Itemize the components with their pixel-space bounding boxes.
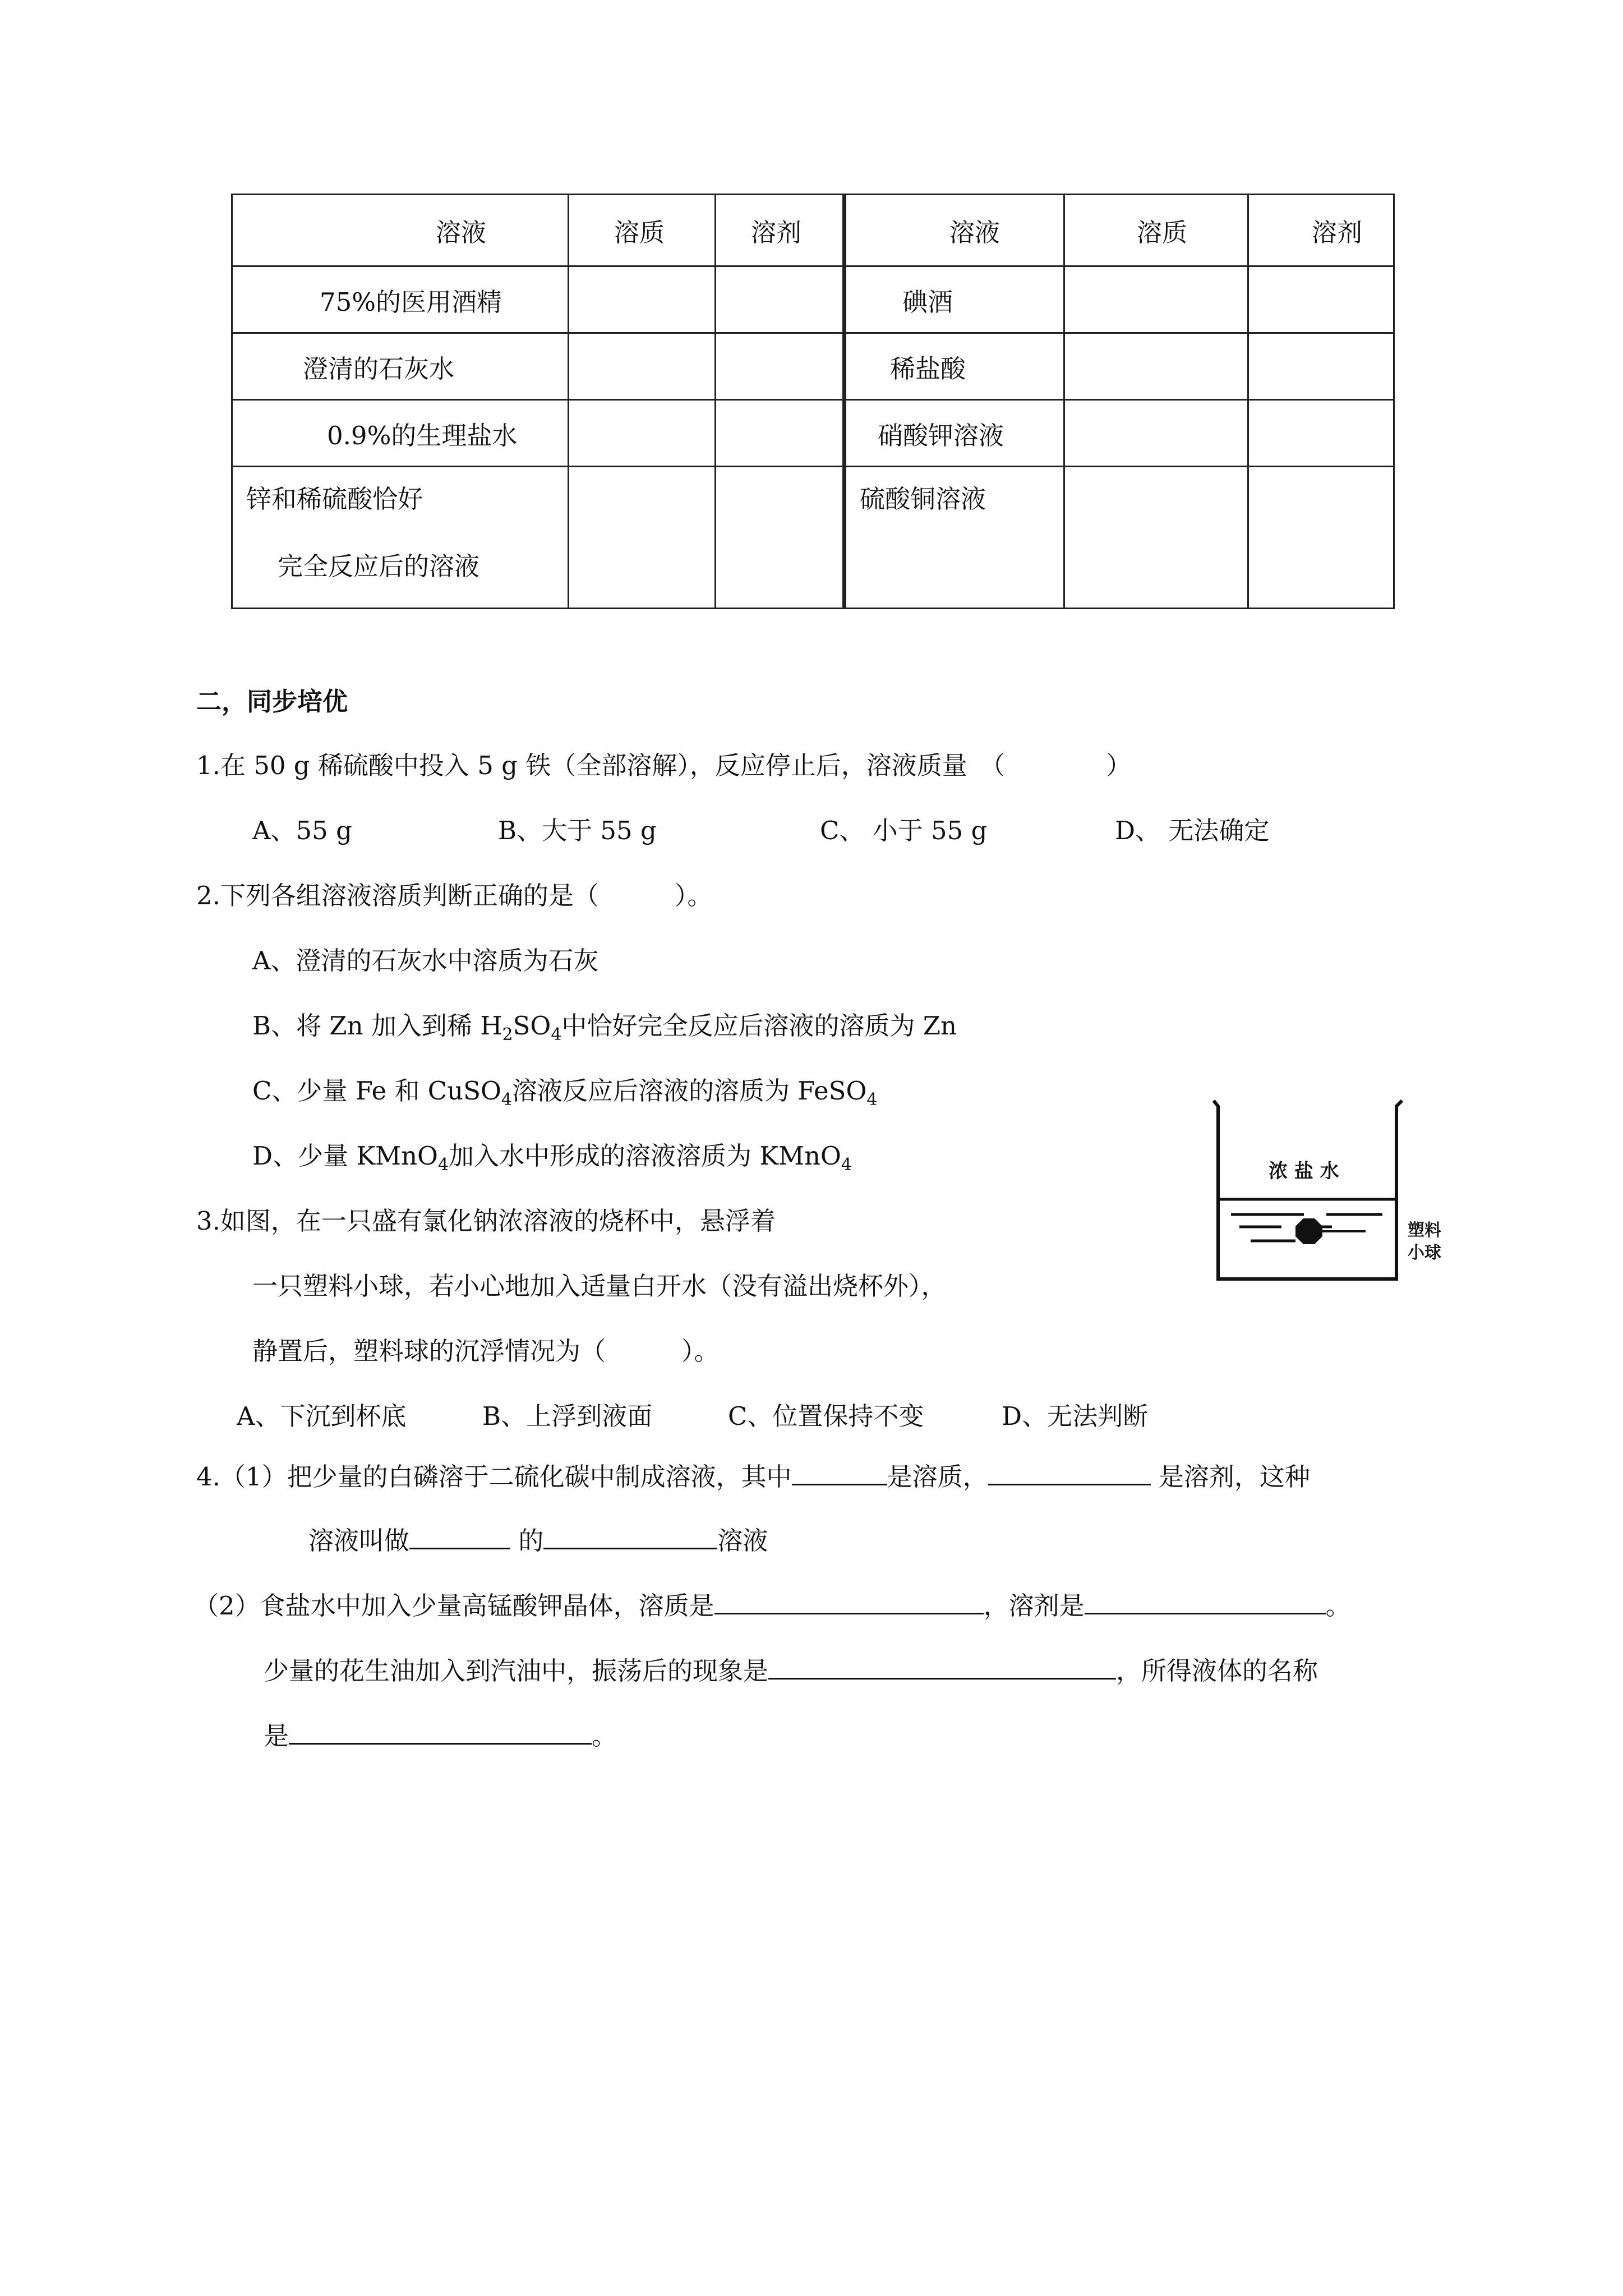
q2-c-text: 溶液反应后溶液的溶质为 FeSO — [511, 1076, 867, 1106]
q3-line2: 一只塑料小球，若小心地加入适量白开水（没有溢出烧杯外）， — [252, 1271, 947, 1301]
answer-cell[interactable] — [569, 400, 716, 467]
table-row — [232, 266, 1394, 333]
q3-option-c[interactable]: C、位置保持不变 — [728, 1401, 924, 1431]
q1-option-c[interactable]: C、 小于 55 g — [820, 816, 988, 845]
answer-cell[interactable] — [1064, 467, 1248, 609]
row2-right-solution: 稀盐酸 — [890, 353, 966, 384]
section-title: 二，同步培优 — [196, 687, 348, 716]
q4-text: 溶液 — [717, 1526, 768, 1556]
ball-label-line2: 小球 — [1408, 1243, 1441, 1263]
q4-part1-line1 — [196, 1461, 1310, 1493]
plastic-ball — [1295, 1218, 1322, 1244]
row3-right-solution: 硝酸钾溶液 — [878, 420, 1004, 450]
q4-text: 是 — [264, 1721, 289, 1751]
q4-part2-line3 — [264, 1720, 617, 1752]
answer-cell[interactable] — [716, 266, 845, 333]
q4-text: 是溶剂，这种 — [1158, 1462, 1310, 1492]
answer-cell[interactable] — [716, 400, 845, 467]
q4-text: 是溶质， — [887, 1462, 988, 1492]
answer-blank[interactable] — [714, 1590, 984, 1614]
table-row — [232, 467, 1394, 609]
answer-blank[interactable] — [289, 1720, 592, 1745]
subscript: 4 — [437, 1155, 449, 1175]
q3-option-d[interactable]: D、无法判断 — [1002, 1401, 1149, 1431]
row3-left-solution: 0.9%的生理盐水 — [327, 420, 518, 450]
ball-label-line1: 塑料 — [1408, 1221, 1441, 1240]
q2-option-b[interactable] — [252, 1010, 957, 1051]
q2-option-c[interactable] — [252, 1075, 877, 1116]
q4-text: 4.（1）把少量的白磷溶于二硫化碳中制成溶液，其中 — [196, 1462, 792, 1492]
answer-cell[interactable] — [569, 467, 716, 609]
row1-right-solution: 碘酒 — [902, 287, 953, 317]
q4-text: （2）食盐水中加入少量高锰酸钾晶体，溶质是 — [193, 1591, 714, 1621]
q4-text: ，所得液体的名称 — [1116, 1656, 1318, 1686]
header-solvent-2: 溶剂 — [1312, 218, 1363, 247]
beaker-drawing — [1206, 1094, 1520, 1296]
answer-cell[interactable] — [1064, 266, 1248, 333]
row4-left-line2: 完全反应后的溶液 — [278, 551, 480, 581]
header-solute-2: 溶质 — [1137, 218, 1188, 247]
answer-blank[interactable] — [792, 1461, 887, 1485]
q2-b-text: 中恰好完全反应后溶液的溶质为 Zn — [561, 1011, 957, 1041]
beaker-figure — [1206, 1094, 1520, 1296]
table-header-row — [232, 195, 1394, 266]
header-solution: 溶液 — [436, 218, 487, 247]
answer-cell[interactable] — [569, 266, 716, 333]
q3-option-a[interactable]: A、下沉到杯底 — [237, 1401, 407, 1431]
q1-option-d[interactable]: D、 无法确定 — [1115, 816, 1270, 845]
row2-left-solution: 澄清的石灰水 — [303, 353, 455, 384]
answer-cell[interactable] — [1248, 400, 1394, 467]
q4-text: 。 — [592, 1721, 617, 1751]
subscript: 4 — [866, 1090, 878, 1110]
answer-cell[interactable] — [1248, 467, 1394, 609]
answer-cell[interactable] — [1248, 266, 1394, 333]
q4-part2-line2 — [264, 1655, 1318, 1687]
answer-cell[interactable] — [716, 467, 845, 609]
subscript: 4 — [841, 1155, 852, 1175]
subscript: 4 — [501, 1090, 512, 1110]
q2-b-text: SO — [513, 1011, 551, 1041]
answer-blank[interactable] — [409, 1525, 510, 1549]
answer-blank[interactable] — [988, 1461, 1151, 1485]
q4-text: 。 — [1325, 1591, 1351, 1621]
answer-cell[interactable] — [1064, 400, 1248, 467]
q3-line1: 3.如图，在一只盛有氯化钠浓溶液的烧杯中，悬浮着 — [196, 1206, 776, 1236]
q4-text: 的 — [518, 1526, 544, 1556]
header-solvent: 溶剂 — [751, 218, 802, 247]
answer-cell[interactable] — [716, 333, 845, 400]
subscript: 2 — [502, 1025, 513, 1045]
header-solute: 溶质 — [614, 218, 665, 247]
row4-right-solution: 硫酸铜溶液 — [860, 484, 986, 514]
q2-d-text: D、少量 KMnO — [252, 1141, 438, 1171]
q4-part2-line1 — [193, 1590, 1351, 1622]
q2-option-a[interactable]: A、澄清的石灰水中溶质为石灰 — [252, 946, 599, 976]
q2-b-text: B、将 Zn 加入到稀 H — [252, 1011, 502, 1041]
answer-blank[interactable] — [1085, 1590, 1326, 1614]
answer-cell[interactable] — [1248, 333, 1394, 400]
q4-text: 溶液叫做 — [308, 1526, 410, 1556]
table-row — [232, 333, 1394, 400]
answer-blank[interactable] — [543, 1525, 717, 1549]
row4-left-solution — [233, 467, 568, 608]
q3-option-b[interactable]: B、上浮到液面 — [482, 1401, 653, 1431]
q3-line3: 静置后，塑料球的沉浮情况为（ ）。 — [252, 1336, 720, 1366]
q4-text: 少量的花生油加入到汽油中，振荡后的现象是 — [264, 1656, 769, 1686]
q2-c-text: C、少量 Fe 和 CuSO — [252, 1076, 501, 1106]
q4-text: ，溶剂是 — [983, 1591, 1085, 1621]
q4-part1-line2 — [308, 1525, 768, 1557]
row1-left-solution: 75%的医用酒精 — [320, 287, 502, 317]
answer-cell[interactable] — [569, 333, 716, 400]
row4-left-line1: 锌和稀硫酸恰好 — [246, 484, 423, 514]
subscript: 4 — [551, 1025, 562, 1045]
q2-d-text: 加入水中形成的溶液溶质为 KMnO — [449, 1141, 841, 1171]
q1-option-b[interactable]: B、大于 55 g — [498, 816, 657, 845]
header-solution-2: 溶液 — [949, 218, 1000, 247]
solution-table — [231, 194, 1395, 609]
q1-stem: 1.在 50 g 稀硫酸中投入 5 g 铁（全部溶解），反应停止后，溶液质量 （ ） — [196, 751, 1132, 780]
q1-option-a[interactable]: A、55 g — [252, 816, 352, 845]
q2-stem: 2.下列各组溶液溶质判断正确的是（ ）。 — [196, 881, 713, 910]
beaker-liquid-label: 浓 盐 水 — [1269, 1160, 1339, 1182]
table-row — [232, 400, 1394, 467]
q2-option-d[interactable] — [252, 1140, 852, 1181]
answer-cell[interactable] — [1064, 333, 1248, 400]
answer-blank[interactable] — [768, 1655, 1116, 1680]
